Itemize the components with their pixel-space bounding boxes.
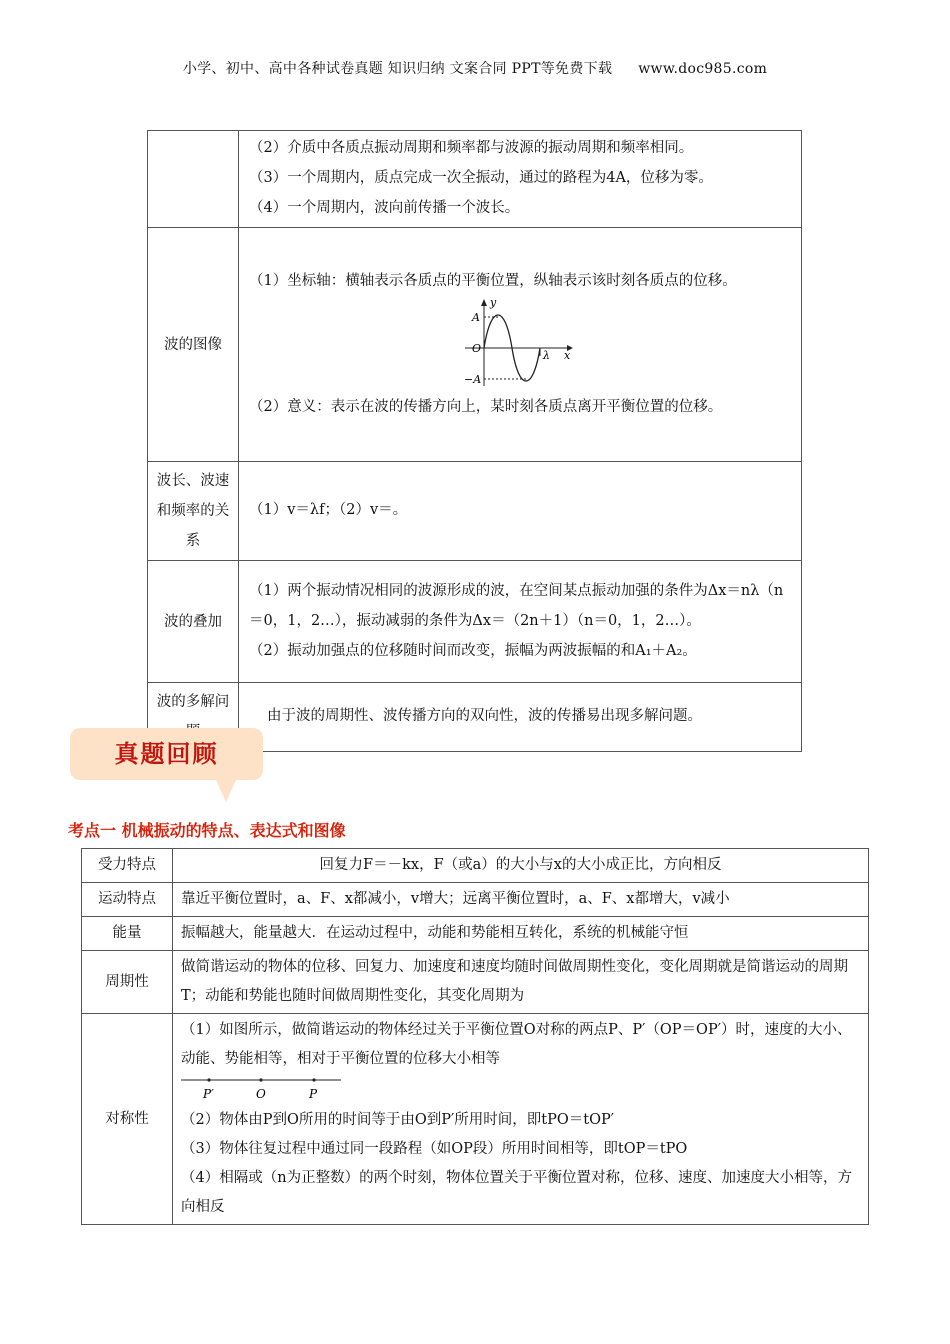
table-row bbox=[82, 849, 869, 883]
neg-amplitude-label: −A bbox=[464, 372, 482, 386]
table-row bbox=[82, 917, 869, 951]
row-content bbox=[239, 131, 802, 228]
origin-label: O bbox=[472, 341, 482, 355]
point-p-prime: P′ bbox=[203, 1087, 214, 1101]
text-line: （3）一个周期内，质点完成一次全振动，通过的路程为4A，位移为零。 bbox=[249, 170, 713, 186]
table-row bbox=[148, 462, 802, 561]
text-line: （4）相隔或（n为正整数）的两个时刻，物体位置关于平衡位置对称，位移、速度、加速度大小相等，方向相反 bbox=[181, 1170, 853, 1215]
wave-graph-svg bbox=[455, 296, 585, 392]
row-label: 波的多解问 bbox=[148, 683, 239, 752]
text-line: （3）物体往复过程中通过同一段路程（如OP段）所用时间相等，即tOP＝tPO bbox=[181, 1141, 688, 1157]
row-label: 波长、波速和频率的关系 bbox=[148, 462, 239, 561]
text-line: （2）物体由P到O所用的时间等于由O到P′所用时间，即tPO＝tOP′ bbox=[181, 1112, 615, 1128]
amplitude-label: A bbox=[472, 310, 480, 324]
row-content: 回复力F＝－kx，F（或a）的大小与x的大小成正比，方向相反 bbox=[173, 849, 869, 883]
text-line: （1）两个振动情况相同的波源形成的波，在空间某点振动加强的条件为Δx＝nλ（n＝0，1，2…），振动减弱的条件为Δx＝（2n＋1）（n＝0，1，2…）。 bbox=[249, 582, 784, 629]
row-label: 波的叠加 bbox=[148, 561, 239, 683]
table-row bbox=[148, 131, 802, 228]
row-label: 对称性 bbox=[82, 1014, 173, 1225]
row-content: 靠近平衡位置时，a、F、x都减小，v增大；远离平衡位置时，a、F、x都增大，v减小 bbox=[173, 883, 869, 917]
row-label: 周期性 bbox=[82, 951, 173, 1014]
header-text: 小学、初中、高中各种试卷真题 知识归纳 文案合同 PPT等免费下载 bbox=[182, 61, 613, 77]
text-line: （1）如图所示，做简谐运动的物体经过关于平衡位置O对称的两点P、P′（OP＝OP′）时，速度的大小、动能、势能相等，相对于平衡位置的位移大小相等 bbox=[181, 1022, 852, 1067]
header-url[interactable]: www.doc985.com bbox=[638, 61, 768, 77]
row-content bbox=[239, 561, 802, 683]
symmetry-diagram bbox=[181, 1074, 860, 1106]
table-row bbox=[82, 883, 869, 917]
banner-title: 真题回顾 bbox=[114, 740, 219, 768]
text-line: （1）坐标轴：横轴表示各质点的平衡位置，纵轴表示该时刻各质点的位移。 bbox=[249, 272, 737, 289]
banner-tail bbox=[216, 780, 236, 802]
wave-table bbox=[147, 130, 802, 752]
x-axis-label: x bbox=[564, 348, 571, 362]
table-row bbox=[148, 228, 802, 462]
section-title: 考点一 机械振动的特点、表达式和图像 bbox=[68, 821, 346, 840]
wave-graph bbox=[249, 296, 791, 392]
row-content bbox=[239, 228, 802, 462]
row-label bbox=[148, 131, 239, 228]
text-line: （4）一个周期内，波向前传播一个波长。 bbox=[249, 200, 520, 216]
text-line: （2）介质中各质点振动周期和频率都与波源的振动周期和频率相同。 bbox=[249, 140, 694, 156]
row-label: 受力特点 bbox=[82, 849, 173, 883]
table-row bbox=[82, 1014, 869, 1225]
row-content: 由于波的周期性、波传播方向的双向性，波的传播易出现多解问题。 bbox=[239, 683, 802, 752]
symmetry-diagram-svg bbox=[181, 1074, 351, 1106]
page-header bbox=[0, 58, 950, 78]
row-label: 运动特点 bbox=[82, 883, 173, 917]
table-row bbox=[82, 951, 869, 1014]
row-content: （1）v＝λf；（2）v＝。 bbox=[239, 462, 802, 561]
row-content bbox=[173, 1014, 869, 1225]
point-p: P bbox=[309, 1087, 318, 1101]
row-label: 能量 bbox=[82, 917, 173, 951]
table-row bbox=[148, 561, 802, 683]
y-axis-label: y bbox=[490, 295, 497, 309]
section-banner bbox=[70, 728, 263, 780]
row-content: 振幅越大，能量越大．在运动过程中，动能和势能相互转化，系统的机械能守恒 bbox=[173, 917, 869, 951]
text-line: （2）意义：表示在波的传播方向上，某时刻各质点离开平衡位置的位移。 bbox=[249, 398, 723, 415]
row-label: 波的图像 bbox=[148, 228, 239, 462]
row-content: 做简谐运动的物体的位移、回复力、加速度和速度均随时间做周期性变化，变化周期就是简谐运动的周期T；动能和势能也随时间做周期性变化，其变化周期为 bbox=[173, 951, 869, 1014]
vibration-table bbox=[81, 848, 869, 1225]
point-o: O bbox=[256, 1087, 266, 1101]
text-line: （2）振动加强点的位移随时间而改变，振幅为两波振幅的和A₁＋A₂。 bbox=[249, 642, 697, 659]
wavelength-label: λ bbox=[543, 348, 550, 362]
